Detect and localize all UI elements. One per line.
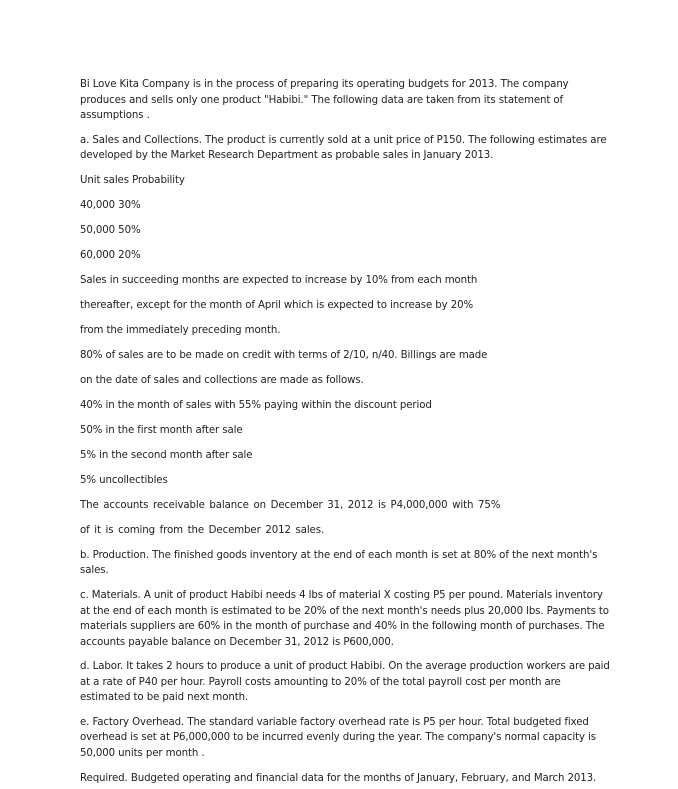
sales-growth-line-2: thereafter, except for the month of April which is expected to increase by 20% bbox=[80, 299, 474, 311]
required-paragraph: Required. Budgeted operating and financial data for the months of January, February, and March 2013. bbox=[80, 772, 597, 784]
sales-collections-paragraph: a. Sales and Collections. The product is currently sold at a unit price of P150. The following estimates are developed by the Market Research Department as probable sales in January 2013. bbox=[80, 134, 607, 162]
collection-item-2: 50% in the first month after sale bbox=[80, 424, 243, 436]
probability-table-header: Unit sales Probability bbox=[80, 174, 185, 186]
probability-row-2: 50,000 50% bbox=[80, 224, 141, 236]
intro-paragraph: Bi Love Kita Company is in the process of preparing its operating budgets for 2013. The company produces and sells only one product "Habibi." The following data are taken from its statement of assumptions . bbox=[80, 79, 569, 121]
receivable-line-2: of it is coming from the December 2012 sales. bbox=[80, 524, 325, 536]
production-paragraph: b. Production. The finished goods inventory at the end of each month is set at 80% of the next month's sales. bbox=[80, 549, 598, 577]
collection-item-4: 5% uncollectibles bbox=[80, 474, 168, 486]
sales-growth-line-3: from the immediately preceding month. bbox=[80, 324, 281, 336]
collection-item-3: 5% in the second month after sale bbox=[80, 449, 253, 461]
materials-paragraph: c. Materials. A unit of product Habibi needs 4 lbs of material X costing P5 per pound. Materials inventory at the end of each month is estimated to be 20% of the next month's needs plus 20,000 lbs. Payments to materials suppliers are 60% in the month of purchase and 40% in the following month of purchases. The accounts payable balance on December 31, 2012 is P600,000. bbox=[80, 590, 609, 648]
credit-terms-line-1: 80% of sales are to be made on credit with terms of 2/10, n/40. Billings are made bbox=[80, 349, 488, 361]
labor-paragraph: d. Labor. It takes 2 hours to produce a unit of product Habibi. On the average production workers are paid at a rate of P40 per hour. Payroll costs amounting to 20% of the total payroll cost per month are estimated to be paid next month. bbox=[80, 661, 610, 704]
sales-growth-line-1: Sales in succeeding months are expected to increase by 10% from each month bbox=[80, 274, 478, 286]
receivable-line-1: The accounts receivable balance on December 31, 2012 is P4,000,000 with 75% bbox=[80, 499, 501, 511]
probability-row-3: 60,000 20% bbox=[80, 249, 141, 261]
document-body bbox=[80, 77, 610, 786]
collection-item-1: 40% in the month of sales with 55% paying within the discount period bbox=[80, 399, 432, 411]
credit-terms-line-2: on the date of sales and collections are made as follows. bbox=[80, 374, 364, 386]
probability-row-1: 40,000 30% bbox=[80, 199, 141, 211]
factory-overhead-paragraph: e. Factory Overhead. The standard variable factory overhead rate is P5 per hour. Total budgeted fixed overhead is set at P6,000,000 to be incurred evenly during the year. The company's normal capacity is 50,000 units per month . bbox=[80, 716, 596, 759]
